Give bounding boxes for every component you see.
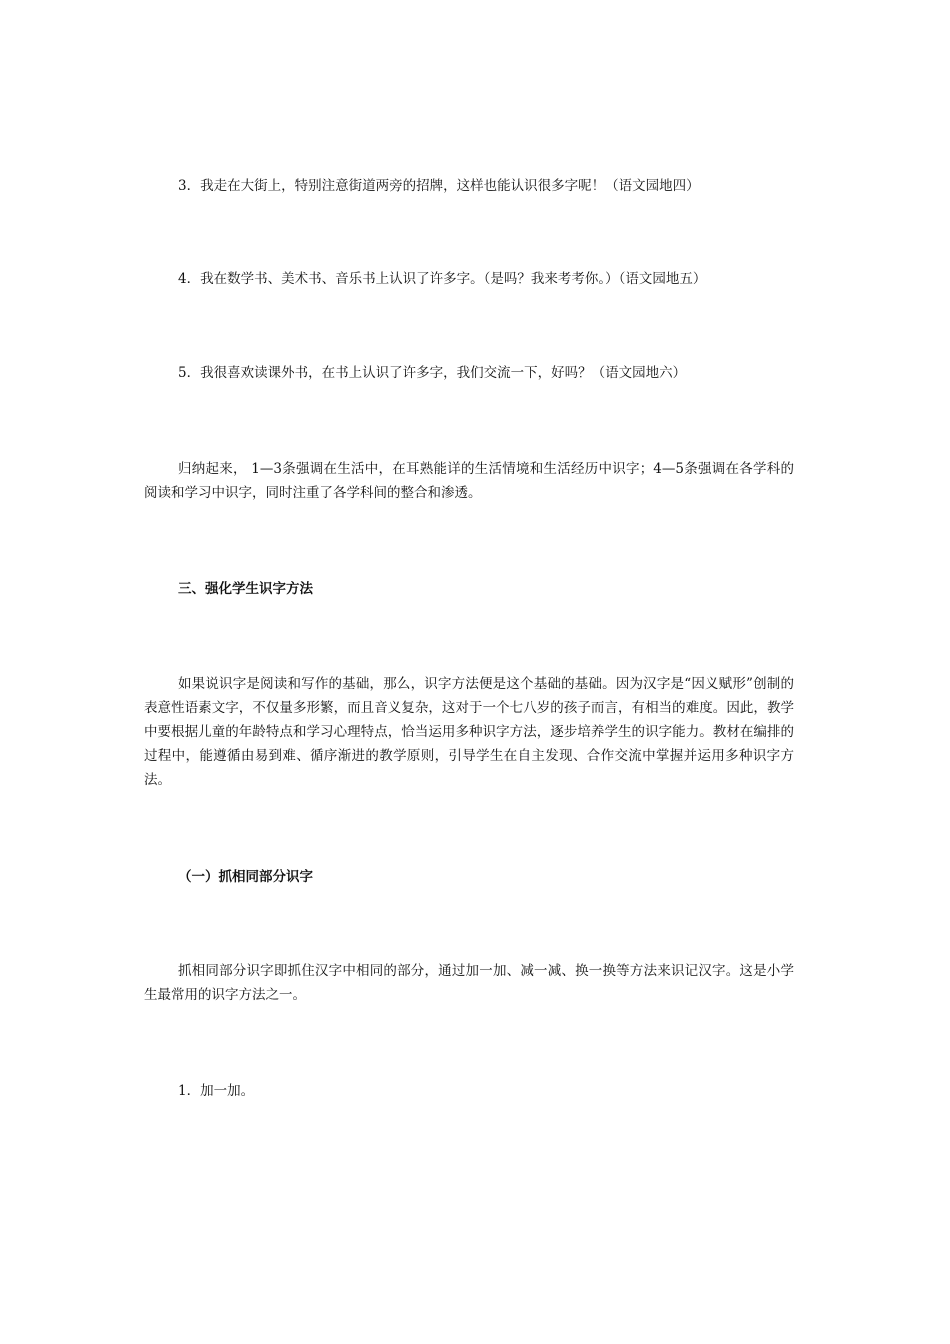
subsection-1-paragraph: 抓相同部分识字即抓住汉字中相同的部分，通过加一加、减一减、换一换等方法来识记汉字。这是小学生最常用的识字方法之一。 [144, 963, 794, 1003]
list-item-5: 5．我很喜欢读课外书，在书上认识了许多字，我们交流一下，好吗？（语文园地六） [178, 365, 687, 381]
subsection-heading-1: （一）抓相同部分识字 [178, 869, 313, 885]
section-3-paragraph: 如果说识字是阅读和写作的基础，那么，识字方法便是这个基础的基础。因为汉字是“因义赋形”创制的表意性语素文字，不仅量多形繁，而且音义复杂，这对于一个七八岁的孩子而言，有相当的难度。因此，教学中要根据儿童的年龄特点和学习心理特点，恰当运用多种识字方法，逐步培养学生的识字能力。教材在编排的过程中，能遵循由易到难、循序渐进的教学原则，引导学生在自主发现、合作交流中掌握并运用多种识字方法。 [144, 676, 794, 788]
section-heading-3: 三、强化学生识字方法 [178, 581, 313, 597]
list-item-3: 3．我走在大街上，特别注意街道两旁的招牌，这样也能认识很多字呢！（语文园地四） [178, 178, 700, 194]
list-item-add: 1．加一加。 [178, 1083, 255, 1099]
summary-paragraph: 归纳起来， 1—3条强调在生活中，在耳熟能详的生活情境和生活经历中识字；4—5条强调在各学科的阅读和学习中识字，同时注重了各学科间的整合和渗透。 [144, 461, 794, 501]
list-item-4: 4．我在数学书、美术书、音乐书上认识了许多字。（是吗？我来考考你。）（语文园地五） [178, 271, 707, 287]
